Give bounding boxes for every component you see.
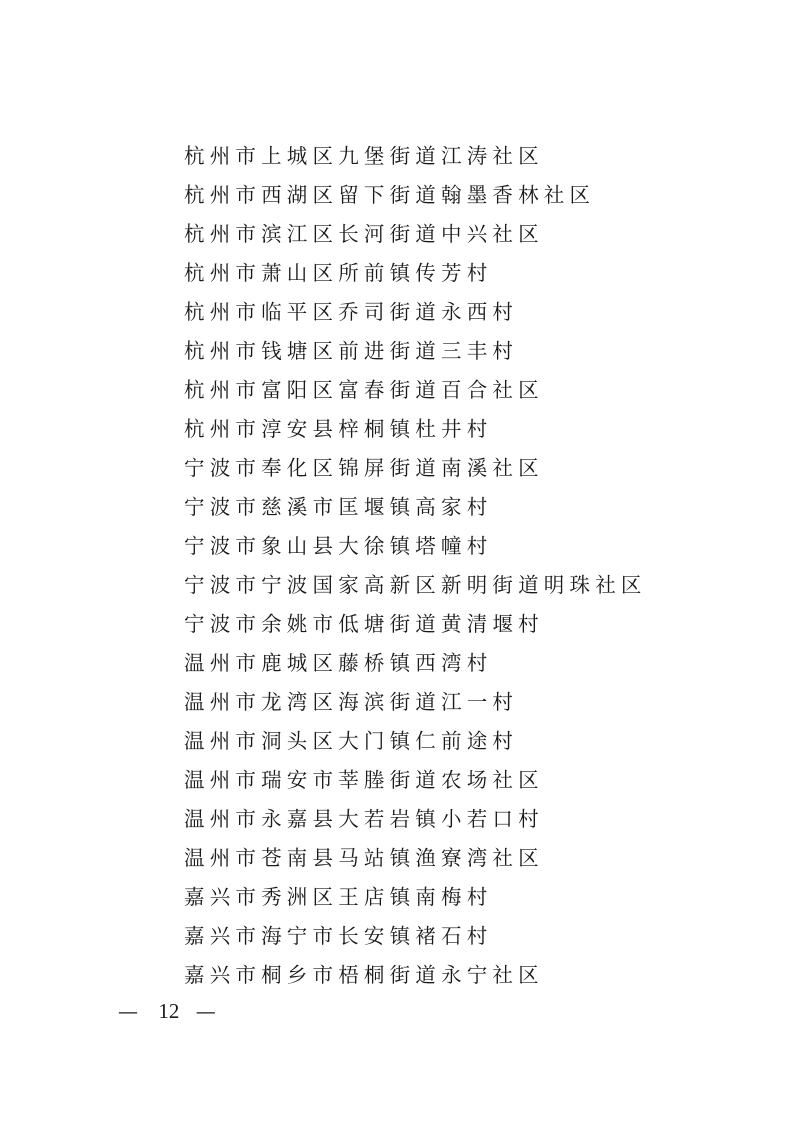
footer-dash-right: — bbox=[195, 999, 216, 1023]
list-item: 杭州市富阳区富春街道百合社区 bbox=[184, 378, 544, 402]
list-item: 嘉兴市桐乡市梧桐街道永宁社区 bbox=[184, 963, 544, 987]
list-item: 杭州市钱塘区前进街道三丰村 bbox=[184, 339, 519, 363]
list-item: 嘉兴市海宁市长安镇褚石村 bbox=[184, 924, 493, 948]
list-item: 温州市永嘉县大若岩镇小若口村 bbox=[184, 807, 544, 831]
list-item: 杭州市淳安县梓桐镇杜井村 bbox=[184, 417, 493, 441]
footer-dash-left: — bbox=[118, 999, 138, 1023]
list-item: 杭州市西湖区留下街道翰墨香林社区 bbox=[184, 183, 596, 207]
list-item: 宁波市慈溪市匡堰镇高家村 bbox=[184, 495, 493, 519]
list-item: 温州市洞头区大门镇仁前途村 bbox=[184, 729, 519, 753]
list-item: 杭州市上城区九堡街道江涛社区 bbox=[184, 144, 544, 168]
list-item: 宁波市宁波国家高新区新明街道明珠社区 bbox=[184, 573, 647, 597]
list-item: 宁波市奉化区锦屏街道南溪社区 bbox=[184, 456, 544, 480]
list-item: 温州市瑞安市莘塍街道农场社区 bbox=[184, 768, 544, 792]
list-item: 嘉兴市秀洲区王店镇南梅村 bbox=[184, 885, 493, 909]
list-item: 杭州市萧山区所前镇传芳村 bbox=[184, 261, 493, 285]
list-item: 杭州市临平区乔司街道永西村 bbox=[184, 300, 519, 324]
list-item: 宁波市象山县大徐镇塔幢村 bbox=[184, 534, 493, 558]
page-number-footer bbox=[118, 996, 216, 1026]
list-item: 温州市苍南县马站镇渔寮湾社区 bbox=[184, 846, 544, 870]
list-item: 温州市鹿城区藤桥镇西湾村 bbox=[184, 651, 493, 675]
community-list bbox=[184, 137, 647, 995]
list-item: 杭州市滨江区长河街道中兴社区 bbox=[184, 222, 544, 246]
list-item: 温州市龙湾区海滨街道江一村 bbox=[184, 690, 519, 714]
list-item: 宁波市余姚市低塘街道黄清堰村 bbox=[184, 612, 544, 636]
page-number: 12 bbox=[158, 999, 180, 1023]
